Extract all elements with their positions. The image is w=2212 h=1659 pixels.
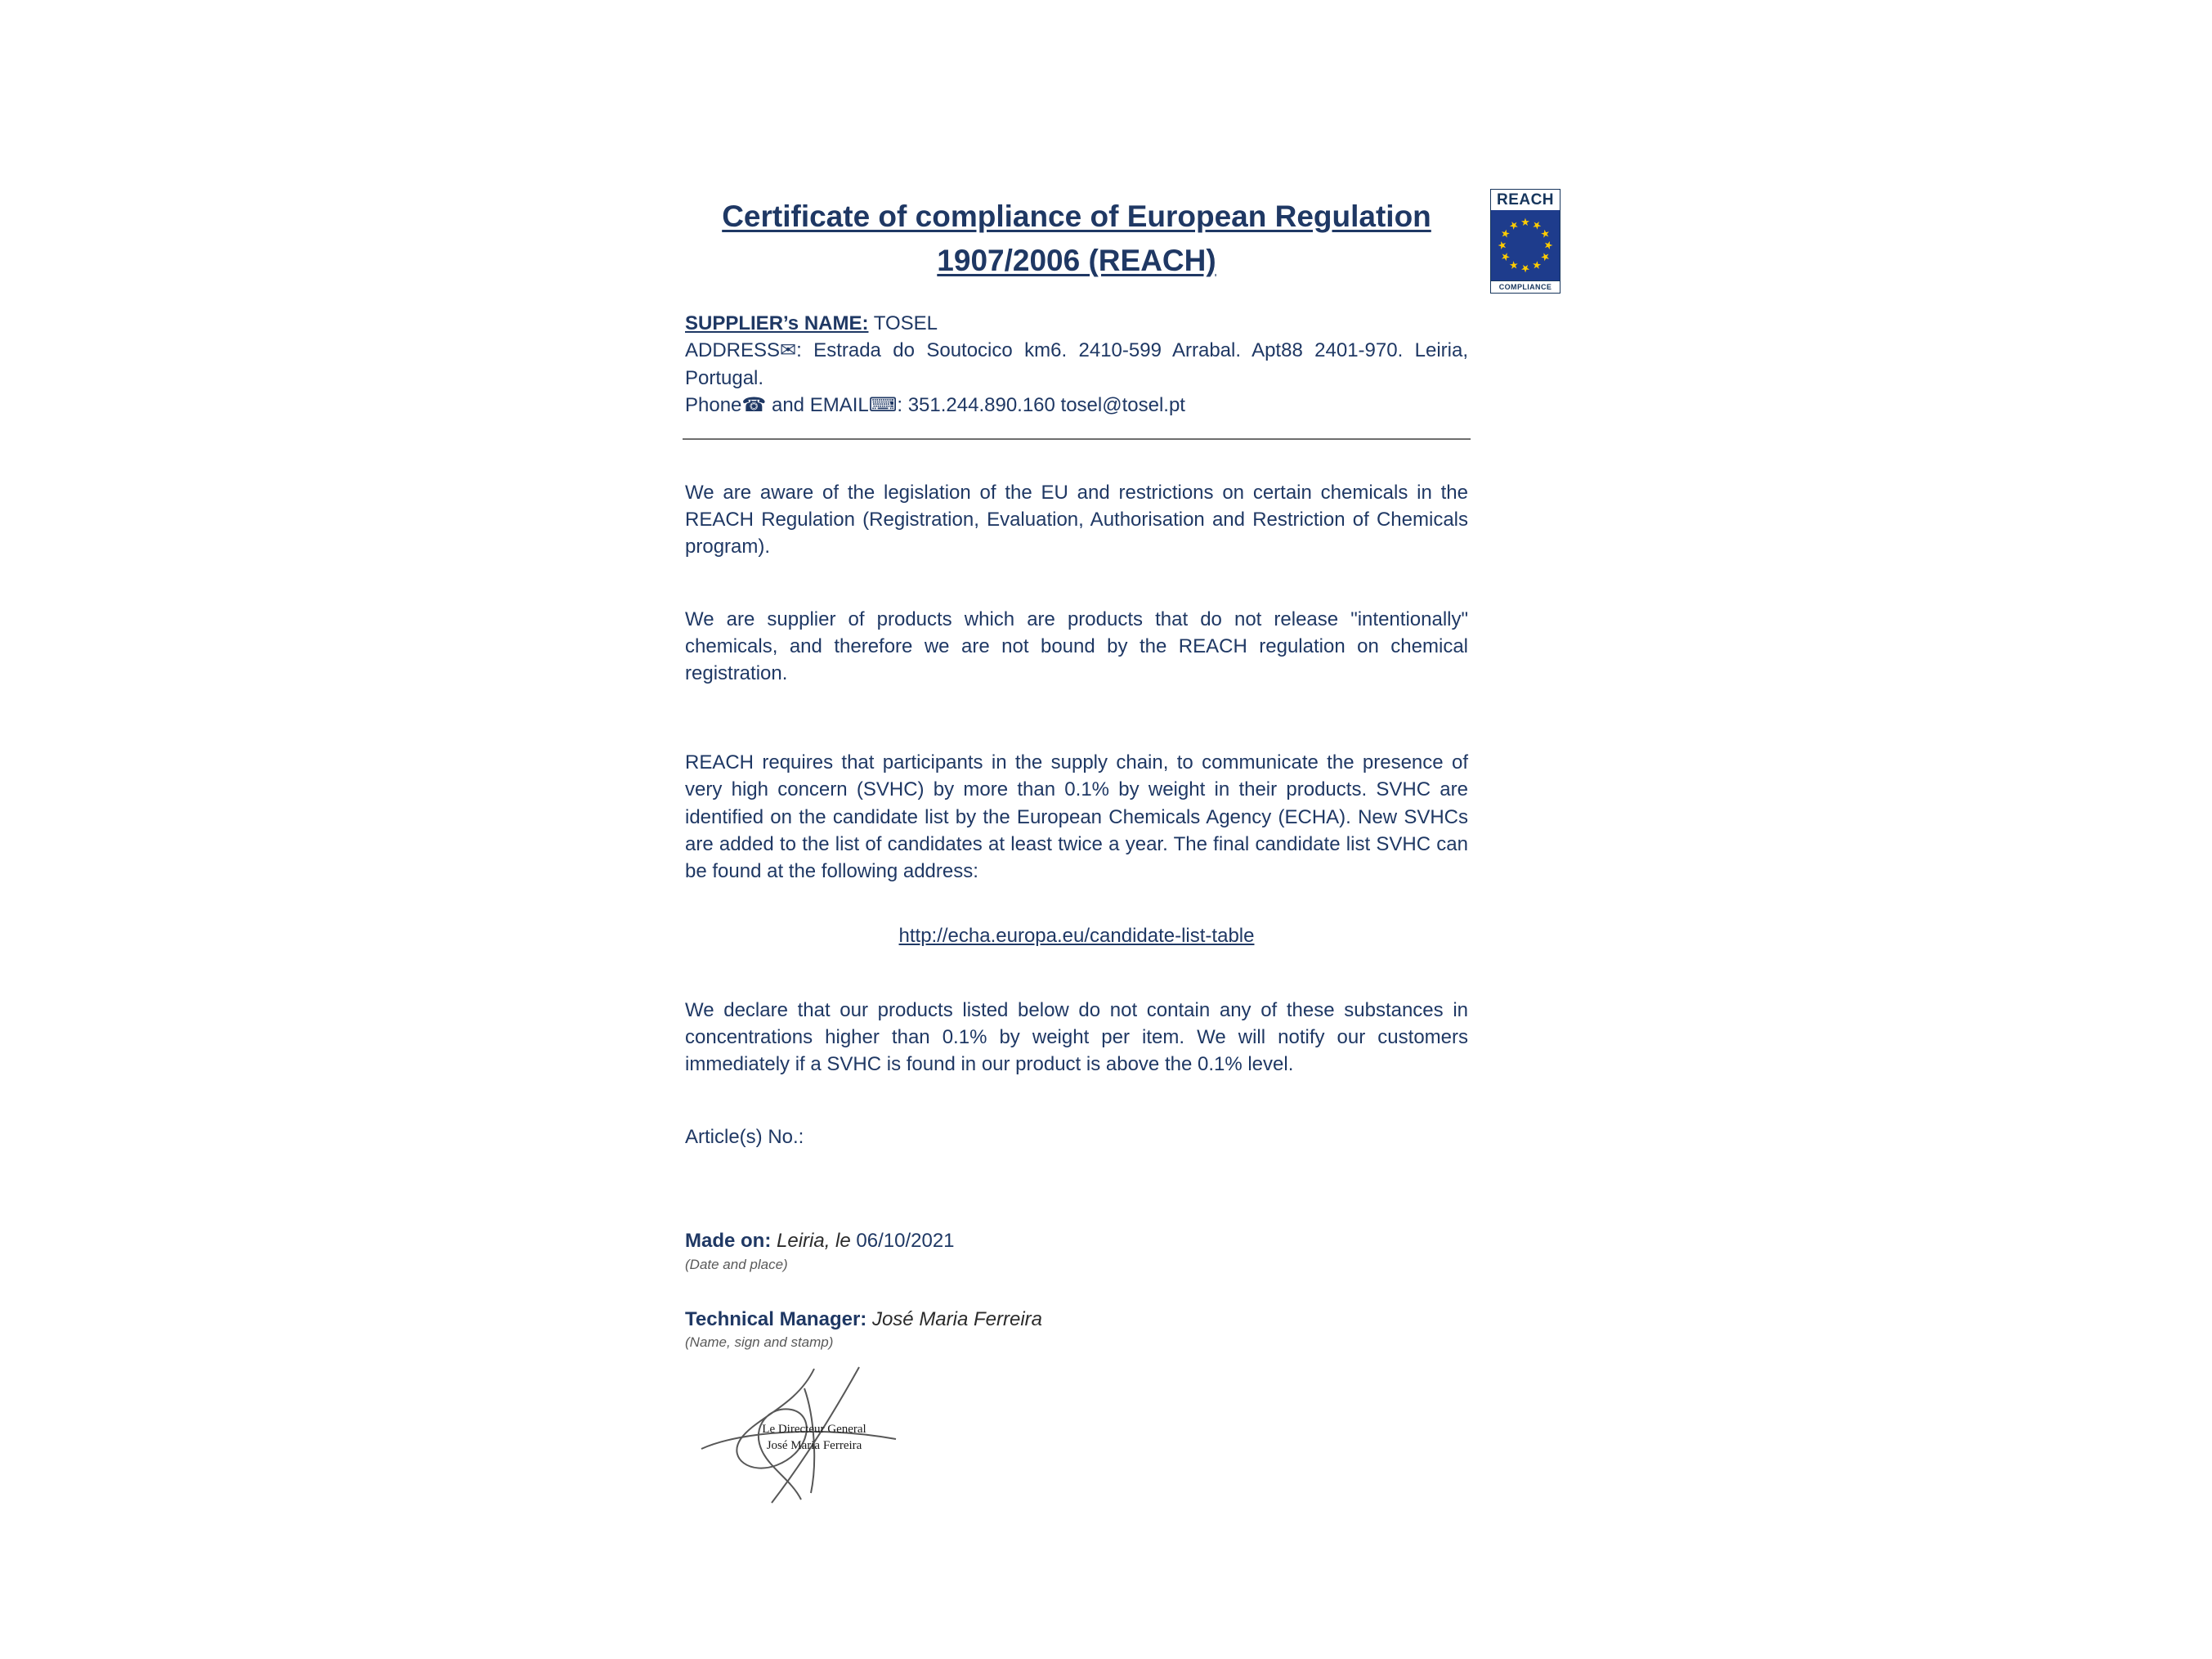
phone-icon: ☎ [741, 393, 767, 416]
candidate-list-link-line [685, 922, 1468, 949]
technical-manager-line [685, 1306, 1468, 1333]
paragraph-reach-awareness: We are aware of the legislation of the EU and restrictions on certain chemicals in the REACH Regulation (Registration, Evaluation, Authorisation and Restriction of Chemicals program). [685, 481, 1468, 558]
signature-icon [692, 1364, 937, 1507]
eu-flag: ★ ★ ★ ★ ★ ★ ★ ★ ★ ★ ★ ★ [1491, 210, 1560, 280]
supplier-address-line [685, 337, 1468, 391]
section-divider [683, 438, 1471, 440]
envelope-icon: ✉ [780, 339, 797, 362]
certificate-document [685, 195, 1468, 1515]
page-title [685, 195, 1468, 282]
page-title-line2: 1907/2006 (REACH) [937, 243, 1216, 277]
made-on-block [685, 1227, 1468, 1273]
reach-logo-compliance-label: COMPLIANCE [1491, 280, 1560, 293]
candidate-list-link[interactable]: http://echa.europa.eu/candidate-list-table [898, 924, 1255, 947]
stamp-text-line1: Le Directeur General [762, 1423, 866, 1437]
page-title-line1: Certificate of compliance of European Regulation [722, 200, 1431, 233]
made-on-date: 06/10/2021 [856, 1230, 955, 1253]
made-on-place: Leiria, le [777, 1230, 851, 1253]
supplier-name-line [685, 310, 1468, 337]
technical-manager-label: Technical Manager: [685, 1307, 867, 1330]
computer-icon: ⌨ [868, 393, 898, 416]
made-on-line [685, 1227, 1468, 1254]
paragraph-declaration: We declare that our products listed below do not contain any of these substances in concentrations higher than 0.1% by weight per item. We will notify our customers immediately if a SVHC is found in our product is above the 0.1% level. [685, 999, 1468, 1076]
made-on-label: Made on: [685, 1230, 772, 1253]
supplier-name-label: SUPPLIER’s NAME: [685, 312, 869, 335]
article-number-label: Article(s) No.: [685, 1126, 804, 1149]
reach-logo-title: REACH [1491, 190, 1560, 210]
stamp-text-line2: José Maria Ferreira [766, 1439, 862, 1453]
date-place-note: (Date and place) [685, 1256, 788, 1272]
technical-manager-name: José Maria Ferreira [871, 1307, 1043, 1330]
supplier-name-value: TOSEL [873, 312, 938, 335]
signature-stamp [692, 1364, 937, 1514]
paragraph-svhc-requirement: REACH requires that participants in the supply chain, to communicate the presence of very high concern (SVHC) by more than 0.1% by weight in their products. SVHC are identified on the candidate list by the European Chemicals Agency (ECHA). New SVHCs are added to the list of candidates at least twice a year. The final candidate list SVHC can be found at the following address: [685, 751, 1468, 882]
supplier-block [685, 310, 1468, 418]
paragraph-supplier-statement: We are supplier of products which are products that do not release "intentionally" chemicals, and therefore we are not bound by the REACH regulation on chemical registration. [685, 608, 1468, 685]
technical-manager-block [685, 1306, 1468, 1352]
supplier-contact-line [685, 392, 1468, 419]
address-value: : Estrada do Soutocico km6. 2410-599 Arrabal. Apt88 2401-970. Leiria, Portugal. [685, 339, 1468, 389]
name-sign-stamp-note: (Name, sign and stamp) [685, 1334, 834, 1351]
phone-label: Phone [685, 393, 742, 416]
address-label: ADDRESS [685, 339, 781, 362]
reach-compliance-logo [1490, 189, 1560, 294]
contact-value: : 351.244.890.160 tosel@tosel.pt [897, 393, 1185, 416]
and-email-label: and EMAIL [766, 393, 869, 416]
